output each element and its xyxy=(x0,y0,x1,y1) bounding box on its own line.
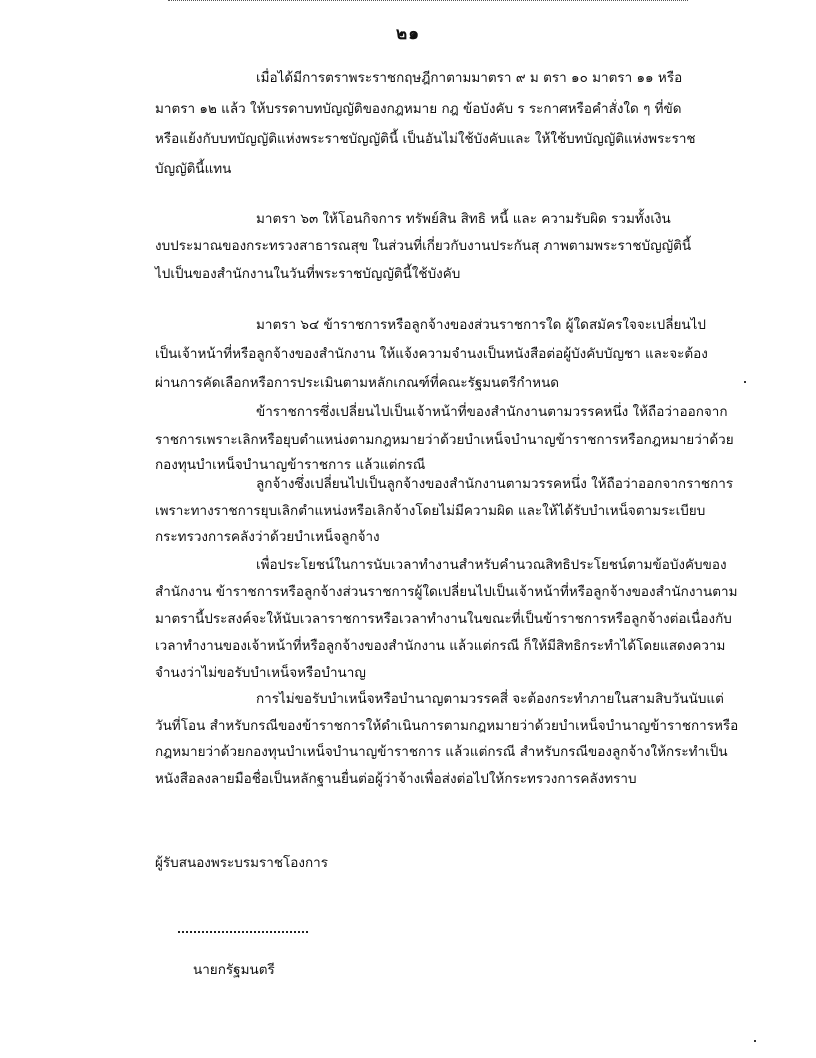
text-line: ราชการเพราะเลิกหรือยุบตำแหน่งตามกฎหมายว่าด้วยบำเหน็จบำนาญข้าราชการหรือกฎหมายว่าด้วย xyxy=(155,432,734,448)
text-line: กฎหมายว่าด้วยกองทุนบำเหน็จบำนาญข้าราชการ แล้วแต่กรณี สำหรับกรณีของลูกจ้างให้กระทำเป็น xyxy=(155,744,728,760)
text-line: การไม่ขอรับบำเหน็จหรือบำนาญตามวรรคสี่ จะต้องกระทำภายในสามสิบวันนับแต่ xyxy=(256,691,724,707)
text-line: ไปเป็นของสำนักงานในวันที่พระราชบัญญัตินี้ใช้บังคับ xyxy=(155,266,461,282)
text-line: ลูกจ้างซึ่งเปลี่ยนไปเป็นลูกจ้างของสำนักงานตามวรรคหนึ่ง ให้ถือว่าออกจากราชการ xyxy=(256,476,734,492)
scan-speck xyxy=(744,381,746,383)
text-line: ข้าราชการซึ่งเปลี่ยนไปเป็นเจ้าหน้าที่ของสำนักงานตามวรรคหนึ่ง ให้ถือว่าออกจาก xyxy=(256,404,728,420)
text-line: เป็นเจ้าหน้าที่หรือลูกจ้างของสำนักงาน ให้แจ้งความจำนงเป็นหนังสือต่อผู้บังคับบัญชา และจะต้อง xyxy=(155,346,708,362)
text-line: กองทุนบำเหน็จบำนาญข้าราชการ แล้วแต่กรณี xyxy=(155,457,426,473)
text-line: หนังสือลงลายมือชื่อเป็นหลักฐานยื่นต่อผู้ว่าจ้างเพื่อส่งต่อไปให้กระทรวงการคลังทราบ xyxy=(155,771,637,787)
text-line: กระทรวงการคลังว่าด้วยบำเหน็จลูกจ้าง xyxy=(155,529,380,545)
text-line: เวลาทำงานของเจ้าหน้าที่หรือลูกจ้างของสำนักงาน แล้วแต่กรณี ก็ให้มีสิทธิกระทำได้โดยแสดงความ xyxy=(155,638,726,654)
text-line: สำนักงาน ข้าราชการหรือลูกจ้างส่วนราชการผู้ใดเปลี่ยนไปเป็นเจ้าหน้าที่หรือลูกจ้างของสำนักงานตาม xyxy=(155,584,738,600)
countersign-title: ผู้รับสนองพระบรมราชโองการ xyxy=(155,855,328,871)
text-line: เพราะทางราชการยุบเลิกตำแหน่งหรือเลิกจ้างโดยไม่มีความผิด และให้ได้รับบำเหน็จตามระเบียบ xyxy=(155,503,706,519)
text-line: เมื่อได้มีการตราพระราชกฤษฎีกาตามมาตรา ๙ ม ตรา ๑๐ มาตรา ๑๑ หรือ xyxy=(256,70,683,86)
scan-speck xyxy=(754,1040,756,1042)
text-line: วันที่โอน สำหรับกรณีของข้าราชการให้ดำเนินการตามกฎหมายว่าด้วยบำเหน็จบำนาญข้าราชการหรือ xyxy=(155,718,739,734)
text-line: จำนงว่าไม่ขอรับบำเหน็จหรือบำนาญ xyxy=(155,665,366,681)
text-line: บัญญัตินี้แทน xyxy=(155,161,232,177)
text-line: ผ่านการคัดเลือกหรือการประเมินตามหลักเกณฑ์ที่คณะรัฐมนตรีกำหนด xyxy=(155,375,560,391)
text-line: งบประมาณของกระทรวงสาธารณสุข ในส่วนที่เกี่ยวกับงานประกันสุ ภาพตามพระราชบัญญัตินี้ xyxy=(155,238,692,254)
text-line: หรือแย้งกับบทบัญญัติแห่งพระราชบัญญัตินี้ เป็นอันไม่ใช้บังคับและ ให้ใช้บทบัญญัติแห่งพระราช xyxy=(155,131,696,147)
page-number: ๒๑ xyxy=(396,24,420,44)
text-line: มาตรา ๖๓ ให้โอนกิจการ ทรัพย์สิน สิทธิ หนี้ และ ความรับผิด รวมทั้งเงิน xyxy=(256,211,671,227)
text-line: เพื่อประโยชน์ในการนับเวลาทำงานสำหรับคำนวณสิทธิประโยชน์ตามข้อบังคับของ xyxy=(256,557,727,573)
text-line: มาตรา ๖๔ ข้าราชการหรือลูกจ้างของส่วนราชการใด ผู้ใดสมัครใจจะเปลี่ยนไป xyxy=(256,317,706,333)
signer-title: นายกรัฐมนตรี xyxy=(193,962,275,978)
text-line: มาตรานี้ประสงค์จะให้นับเวลาราชการหรือเวลาทำงานในขณะที่เป็นข้าราชการหรือลูกจ้างต่อเนื่องกับ xyxy=(155,611,732,627)
top-dotted-rule xyxy=(168,0,688,1)
text-line: มาตรา ๑๒ แล้ว ให้บรรดาบทบัญญัติของกฎหมาย กฎ ข้อบังคับ ร ระกาศหรือคำสั่งใด ๆ ที่ขัด xyxy=(155,101,682,117)
signature-dotted-line xyxy=(178,931,308,933)
